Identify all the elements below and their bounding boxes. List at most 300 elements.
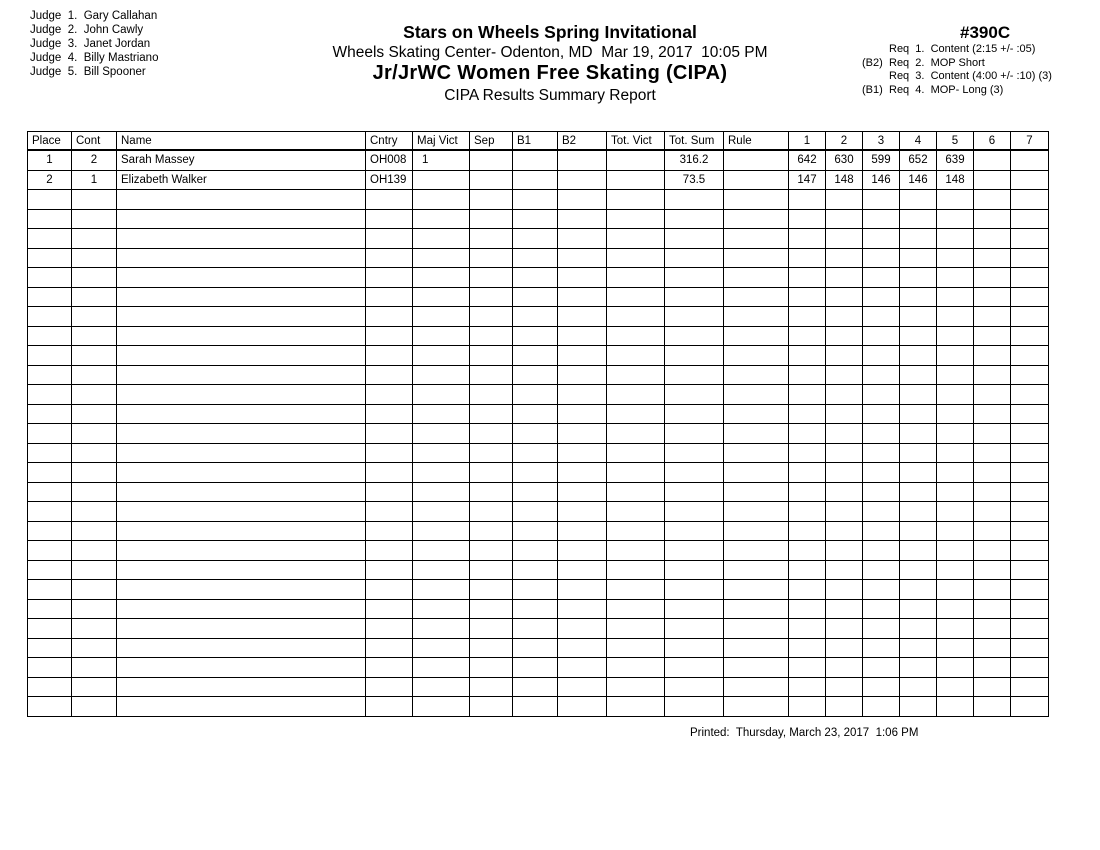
cell-judge-1 xyxy=(789,697,826,717)
cell-judge-3 xyxy=(863,697,900,717)
cell-judge-7 xyxy=(1011,658,1049,678)
cell-place: 1 xyxy=(28,150,72,170)
cell-cont xyxy=(72,326,117,346)
cell-b1 xyxy=(513,229,558,249)
cell-b2 xyxy=(558,268,607,288)
cell-judge-6 xyxy=(974,287,1011,307)
cell-judge-1 xyxy=(789,560,826,580)
cell-cntry xyxy=(366,463,413,483)
cell-sep xyxy=(470,209,513,229)
cell-sep xyxy=(470,170,513,190)
cell-b1 xyxy=(513,287,558,307)
column-header-cont: Cont xyxy=(72,132,117,151)
cell-tot-sum xyxy=(665,248,724,268)
event-title: Stars on Wheels Spring Invitational xyxy=(403,22,697,42)
cell-place xyxy=(28,326,72,346)
cell-place xyxy=(28,541,72,561)
requirement-prefix: (B1) xyxy=(862,84,883,97)
cell-judge-2 xyxy=(826,541,863,561)
cell-cntry xyxy=(366,229,413,249)
cell-rule xyxy=(724,619,789,639)
cell-rule xyxy=(724,346,789,366)
cell-cntry: OH139 xyxy=(366,170,413,190)
cell-judge-3 xyxy=(863,619,900,639)
cell-b2 xyxy=(558,365,607,385)
cell-b1 xyxy=(513,404,558,424)
cell-place xyxy=(28,209,72,229)
cell-b1 xyxy=(513,150,558,170)
cell-judge-3 xyxy=(863,443,900,463)
cell-tot-vict xyxy=(607,619,665,639)
cell-tot-sum xyxy=(665,307,724,327)
cell-maj-vict xyxy=(413,560,470,580)
cell-place xyxy=(28,404,72,424)
table-row xyxy=(28,365,1049,385)
cell-judge-7 xyxy=(1011,697,1049,717)
cell-cont xyxy=(72,209,117,229)
cell-tot-vict xyxy=(607,404,665,424)
cell-b2 xyxy=(558,482,607,502)
cell-judge-1 xyxy=(789,541,826,561)
cell-judge-6 xyxy=(974,150,1011,170)
cell-name xyxy=(117,287,366,307)
cell-judge-4 xyxy=(900,697,937,717)
cell-b1 xyxy=(513,385,558,405)
cell-judge-5 xyxy=(937,658,974,678)
table-row xyxy=(28,209,1049,229)
cell-tot-vict xyxy=(607,580,665,600)
cell-judge-7 xyxy=(1011,638,1049,658)
cell-sep xyxy=(470,482,513,502)
cell-maj-vict xyxy=(413,385,470,405)
cell-judge-2 xyxy=(826,209,863,229)
cell-tot-vict xyxy=(607,326,665,346)
cell-cntry xyxy=(366,658,413,678)
cell-tot-vict xyxy=(607,346,665,366)
cell-judge-4 xyxy=(900,463,937,483)
cell-judge-7 xyxy=(1011,502,1049,522)
cell-judge-1 xyxy=(789,248,826,268)
cell-judge-5 xyxy=(937,307,974,327)
cell-maj-vict xyxy=(413,287,470,307)
cell-tot-sum xyxy=(665,658,724,678)
cell-judge-6 xyxy=(974,248,1011,268)
column-header-judge-4: 4 xyxy=(900,132,937,151)
table-row xyxy=(28,307,1049,327)
cell-judge-3 xyxy=(863,190,900,210)
cell-judge-2 xyxy=(826,482,863,502)
cell-tot-vict xyxy=(607,502,665,522)
cell-judge-4 xyxy=(900,638,937,658)
cell-judge-3 xyxy=(863,268,900,288)
cell-judge-4 xyxy=(900,658,937,678)
cell-judge-1 xyxy=(789,385,826,405)
cell-b2 xyxy=(558,307,607,327)
cell-judge-1 xyxy=(789,190,826,210)
cell-name xyxy=(117,190,366,210)
cell-b2 xyxy=(558,638,607,658)
cell-cont xyxy=(72,190,117,210)
cell-judge-1 xyxy=(789,365,826,385)
cell-tot-vict xyxy=(607,697,665,717)
cell-judge-7 xyxy=(1011,619,1049,639)
cell-judge-3 xyxy=(863,502,900,522)
cell-judge-4 xyxy=(900,677,937,697)
cell-cntry xyxy=(366,346,413,366)
cell-cont xyxy=(72,248,117,268)
cell-cont xyxy=(72,677,117,697)
cell-tot-vict xyxy=(607,229,665,249)
cell-name xyxy=(117,404,366,424)
cell-maj-vict xyxy=(413,404,470,424)
requirements-list xyxy=(862,43,1052,98)
cell-rule xyxy=(724,482,789,502)
cell-judge-4 xyxy=(900,365,937,385)
cell-judge-5: 148 xyxy=(937,170,974,190)
cell-tot-vict xyxy=(607,599,665,619)
cell-name xyxy=(117,619,366,639)
cell-cntry xyxy=(366,677,413,697)
column-header-b1: B1 xyxy=(513,132,558,151)
cell-maj-vict xyxy=(413,307,470,327)
column-header-tot-sum: Tot. Sum xyxy=(665,132,724,151)
cell-judge-4 xyxy=(900,346,937,366)
table-row xyxy=(28,658,1049,678)
cell-place xyxy=(28,677,72,697)
cell-tot-vict xyxy=(607,463,665,483)
cell-maj-vict xyxy=(413,248,470,268)
cell-judge-7 xyxy=(1011,209,1049,229)
cell-judge-7 xyxy=(1011,307,1049,327)
cell-cntry xyxy=(366,697,413,717)
cell-judge-1 xyxy=(789,346,826,366)
cell-cntry xyxy=(366,287,413,307)
category-title: Jr/JrWC Women Free Skating (CIPA) xyxy=(372,62,728,84)
cell-b2 xyxy=(558,170,607,190)
cell-judge-7 xyxy=(1011,268,1049,288)
table-row xyxy=(28,638,1049,658)
cell-judge-1 xyxy=(789,521,826,541)
cell-judge-7 xyxy=(1011,599,1049,619)
cell-judge-3 xyxy=(863,541,900,561)
cell-sep xyxy=(470,580,513,600)
requirement-text: Req 1. Content (2:15 +/- :05) xyxy=(889,43,1036,55)
table-row xyxy=(28,619,1049,639)
cell-rule xyxy=(724,365,789,385)
cell-cont xyxy=(72,560,117,580)
results-table-body xyxy=(28,150,1049,716)
cell-sep xyxy=(470,326,513,346)
cell-judge-6 xyxy=(974,326,1011,346)
cell-maj-vict xyxy=(413,580,470,600)
cell-b2 xyxy=(558,229,607,249)
cell-name xyxy=(117,502,366,522)
cell-b2 xyxy=(558,385,607,405)
cell-place xyxy=(28,619,72,639)
cell-cont xyxy=(72,463,117,483)
cell-judge-4 xyxy=(900,560,937,580)
cell-cont xyxy=(72,365,117,385)
cell-judge-2 xyxy=(826,424,863,444)
cell-b2 xyxy=(558,541,607,561)
cell-tot-sum xyxy=(665,560,724,580)
cell-cont xyxy=(72,385,117,405)
cell-judge-2 xyxy=(826,521,863,541)
cell-name xyxy=(117,326,366,346)
cell-judge-5 xyxy=(937,482,974,502)
cell-judge-3 xyxy=(863,658,900,678)
cell-judge-2 xyxy=(826,697,863,717)
cell-tot-vict xyxy=(607,658,665,678)
cell-tot-vict xyxy=(607,385,665,405)
cell-judge-6 xyxy=(974,443,1011,463)
table-row xyxy=(28,287,1049,307)
cell-judge-6 xyxy=(974,658,1011,678)
cell-maj-vict xyxy=(413,677,470,697)
column-header-judge-6: 6 xyxy=(974,132,1011,151)
column-header-b2: B2 xyxy=(558,132,607,151)
table-row xyxy=(28,599,1049,619)
cell-judge-5 xyxy=(937,385,974,405)
cell-judge-5 xyxy=(937,541,974,561)
cell-rule xyxy=(724,697,789,717)
cell-place xyxy=(28,502,72,522)
cell-maj-vict xyxy=(413,541,470,561)
cell-judge-3 xyxy=(863,307,900,327)
column-header-maj-vict: Maj Vict xyxy=(413,132,470,151)
cell-b2 xyxy=(558,287,607,307)
cell-b1 xyxy=(513,638,558,658)
cell-b1 xyxy=(513,677,558,697)
cell-tot-sum xyxy=(665,190,724,210)
cell-cntry xyxy=(366,190,413,210)
cell-judge-1 xyxy=(789,404,826,424)
cell-judge-4 xyxy=(900,190,937,210)
cell-name xyxy=(117,385,366,405)
cell-judge-1 xyxy=(789,268,826,288)
cell-cntry xyxy=(366,580,413,600)
cell-name: Elizabeth Walker xyxy=(117,170,366,190)
cell-cntry xyxy=(366,443,413,463)
cell-place xyxy=(28,560,72,580)
cell-judge-7 xyxy=(1011,482,1049,502)
cell-sep xyxy=(470,190,513,210)
cell-cont xyxy=(72,424,117,444)
cell-maj-vict xyxy=(413,424,470,444)
judge-line: Judge 1. Gary Callahan xyxy=(30,10,158,22)
cell-b1 xyxy=(513,521,558,541)
cell-judge-1 xyxy=(789,463,826,483)
cell-judge-6 xyxy=(974,170,1011,190)
cell-judge-4: 652 xyxy=(900,150,937,170)
cell-rule xyxy=(724,658,789,678)
cell-place xyxy=(28,190,72,210)
cell-judge-7 xyxy=(1011,248,1049,268)
cell-judge-7 xyxy=(1011,424,1049,444)
cell-maj-vict xyxy=(413,638,470,658)
cell-judge-6 xyxy=(974,385,1011,405)
result-row xyxy=(28,150,1049,170)
cell-name: Sarah Massey xyxy=(117,150,366,170)
cell-judge-1 xyxy=(789,209,826,229)
cell-judge-7 xyxy=(1011,229,1049,249)
cell-judge-4 xyxy=(900,404,937,424)
cell-maj-vict xyxy=(413,463,470,483)
cell-judge-4 xyxy=(900,541,937,561)
cell-b1 xyxy=(513,619,558,639)
cell-sep xyxy=(470,307,513,327)
result-row xyxy=(28,170,1049,190)
table-row xyxy=(28,482,1049,502)
cell-judge-5 xyxy=(937,209,974,229)
cell-judge-6 xyxy=(974,521,1011,541)
cell-judge-5 xyxy=(937,580,974,600)
judge-line: Judge 3. Janet Jordan xyxy=(30,38,151,51)
cell-judge-2 xyxy=(826,463,863,483)
cell-judge-5 xyxy=(937,346,974,366)
cell-judge-2: 630 xyxy=(826,150,863,170)
cell-tot-vict xyxy=(607,248,665,268)
cell-judge-5 xyxy=(937,443,974,463)
table-row xyxy=(28,229,1049,249)
cell-judge-6 xyxy=(974,482,1011,502)
cell-judge-2 xyxy=(826,190,863,210)
cell-judge-2 xyxy=(826,248,863,268)
cell-judge-4 xyxy=(900,443,937,463)
cell-judge-5 xyxy=(937,268,974,288)
cell-judge-4 xyxy=(900,385,937,405)
cell-judge-6 xyxy=(974,404,1011,424)
cell-sep xyxy=(470,424,513,444)
cell-maj-vict xyxy=(413,346,470,366)
cell-place xyxy=(28,463,72,483)
cell-judge-4 xyxy=(900,424,937,444)
cell-judge-5 xyxy=(937,287,974,307)
cell-b1 xyxy=(513,209,558,229)
cell-rule xyxy=(724,209,789,229)
cell-maj-vict xyxy=(413,326,470,346)
requirement-prefix xyxy=(862,70,889,84)
cell-judge-1 xyxy=(789,638,826,658)
cell-maj-vict xyxy=(413,521,470,541)
cell-maj-vict xyxy=(413,229,470,249)
cell-b1 xyxy=(513,541,558,561)
cell-judge-3 xyxy=(863,424,900,444)
cell-judge-2 xyxy=(826,619,863,639)
cell-tot-sum xyxy=(665,677,724,697)
cell-maj-vict xyxy=(413,658,470,678)
table-row xyxy=(28,326,1049,346)
cell-judge-7 xyxy=(1011,677,1049,697)
cell-place xyxy=(28,385,72,405)
judge-line: Judge 4. Billy Mastriano xyxy=(30,52,159,65)
cell-tot-vict xyxy=(607,677,665,697)
cell-rule xyxy=(724,443,789,463)
cell-cont xyxy=(72,287,117,307)
cell-judge-1 xyxy=(789,580,826,600)
cell-name xyxy=(117,463,366,483)
cell-name xyxy=(117,638,366,658)
cell-b2 xyxy=(558,190,607,210)
cell-b1 xyxy=(513,443,558,463)
cell-cont xyxy=(72,404,117,424)
cell-tot-sum xyxy=(665,580,724,600)
cell-sep xyxy=(470,385,513,405)
cell-tot-sum xyxy=(665,365,724,385)
cell-b2 xyxy=(558,424,607,444)
cell-place xyxy=(28,365,72,385)
cell-b1 xyxy=(513,502,558,522)
cell-b2 xyxy=(558,658,607,678)
cell-place xyxy=(28,287,72,307)
cell-name xyxy=(117,268,366,288)
cell-name xyxy=(117,521,366,541)
cell-judge-3 xyxy=(863,560,900,580)
cell-judge-4 xyxy=(900,248,937,268)
cell-name xyxy=(117,560,366,580)
cell-judge-7 xyxy=(1011,385,1049,405)
column-header-rule: Rule xyxy=(724,132,789,151)
cell-judge-6 xyxy=(974,229,1011,249)
column-header-judge-2: 2 xyxy=(826,132,863,151)
cell-tot-sum xyxy=(665,463,724,483)
table-row xyxy=(28,404,1049,424)
cell-tot-sum xyxy=(665,385,724,405)
cell-judge-2 xyxy=(826,677,863,697)
cell-maj-vict xyxy=(413,365,470,385)
cell-judge-6 xyxy=(974,346,1011,366)
cell-cntry xyxy=(366,502,413,522)
cell-maj-vict xyxy=(413,209,470,229)
cell-maj-vict xyxy=(413,599,470,619)
column-header-name: Name xyxy=(117,132,366,151)
cell-judge-5 xyxy=(937,638,974,658)
cell-name xyxy=(117,443,366,463)
cell-tot-sum xyxy=(665,619,724,639)
cell-judge-3 xyxy=(863,209,900,229)
cell-tot-vict xyxy=(607,482,665,502)
cell-judge-6 xyxy=(974,619,1011,639)
cell-place xyxy=(28,580,72,600)
cell-tot-sum xyxy=(665,599,724,619)
cell-name xyxy=(117,541,366,561)
column-header-cntry: Cntry xyxy=(366,132,413,151)
cell-judge-6 xyxy=(974,463,1011,483)
cell-judge-3 xyxy=(863,521,900,541)
cell-tot-sum xyxy=(665,541,724,561)
event-number: #390C xyxy=(960,23,1011,42)
cell-tot-sum xyxy=(665,346,724,366)
cell-judge-3 xyxy=(863,638,900,658)
cell-judge-6 xyxy=(974,209,1011,229)
cell-tot-sum xyxy=(665,482,724,502)
cell-tot-vict xyxy=(607,424,665,444)
cell-b2 xyxy=(558,521,607,541)
cell-cont xyxy=(72,443,117,463)
cell-cntry xyxy=(366,404,413,424)
cell-cntry xyxy=(366,209,413,229)
cell-judge-1 xyxy=(789,287,826,307)
cell-sep xyxy=(470,229,513,249)
cell-judge-2 xyxy=(826,580,863,600)
cell-sep xyxy=(470,658,513,678)
cell-judge-4: 146 xyxy=(900,170,937,190)
cell-cont xyxy=(72,541,117,561)
cell-judge-7 xyxy=(1011,443,1049,463)
venue-date-line: Wheels Skating Center- Odenton, MD Mar 19, 2017 10:05 PM xyxy=(332,44,768,61)
cell-rule xyxy=(724,229,789,249)
cell-rule xyxy=(724,638,789,658)
